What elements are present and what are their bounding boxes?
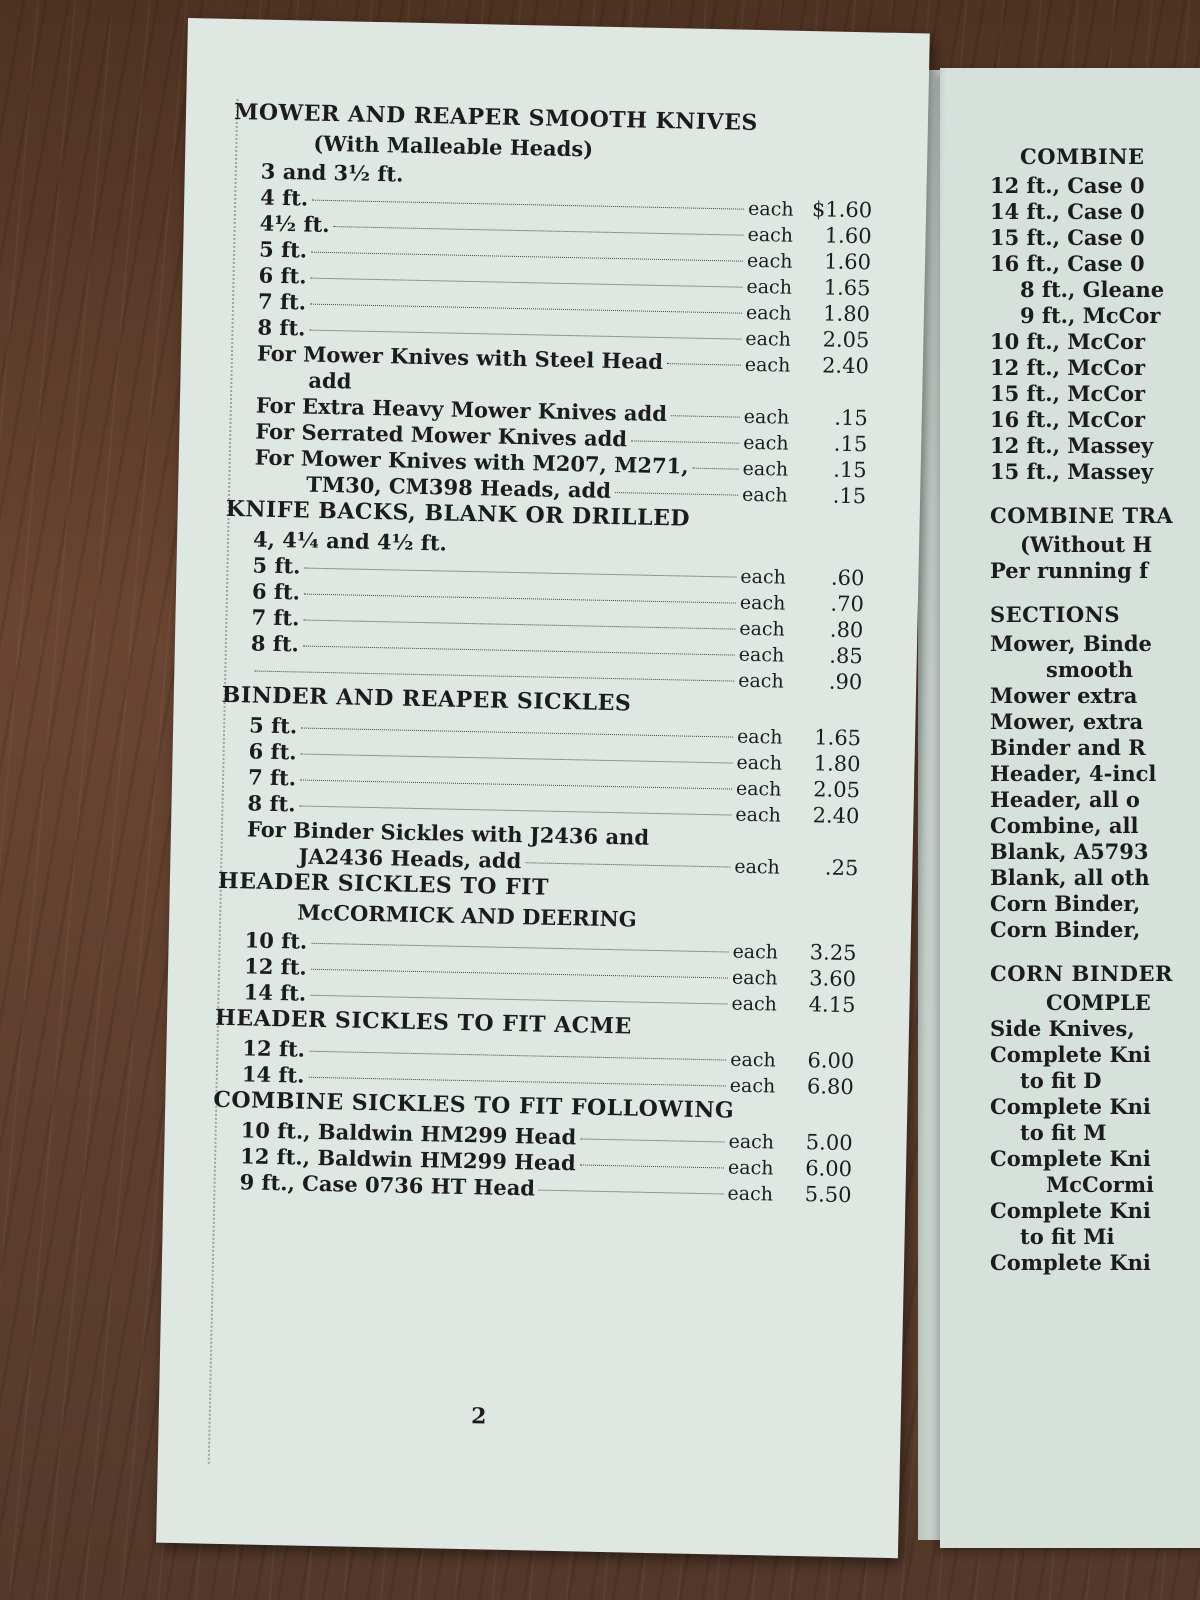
dot-leader: [355, 384, 740, 392]
price-value: $1.60: [811, 197, 873, 223]
price-value: [785, 558, 865, 560]
item-label: 4 ft.: [260, 184, 309, 211]
right-page-line: McCormi: [1046, 1172, 1155, 1197]
dot-leader: [301, 754, 733, 764]
item-label: 5 ft.: [258, 236, 308, 263]
item-label: For Extra Heavy Mower Knives add: [255, 392, 668, 427]
right-page-line: 15 ft., Case 0: [990, 225, 1145, 250]
dot-leader: [309, 330, 741, 340]
section-title: KNIFE BACKS, BLANK OR DRILLED: [225, 495, 691, 532]
unit-label: each: [743, 405, 790, 429]
right-page-line: Per running f: [990, 558, 1149, 583]
item-label: 12 ft.: [243, 953, 308, 980]
price-value: 3.25: [809, 940, 857, 966]
unit-label: each: [736, 725, 783, 749]
left-page: [156, 18, 930, 1558]
right-section-title: CORN BINDER: [990, 961, 1173, 986]
price-value: 5.00: [805, 1130, 853, 1156]
right-page-line: Corn Binder,: [990, 917, 1141, 942]
price-value: .25: [824, 855, 859, 881]
right-page-line: 10 ft., McCor: [990, 329, 1146, 354]
right-page-line: Mower, Binde: [990, 631, 1152, 656]
item-label: 6 ft.: [251, 578, 301, 605]
section-title: HEADER SICKLES TO FIT ACME: [214, 1004, 633, 1040]
price-value: 2.05: [812, 777, 861, 803]
item-label: 4½ ft.: [259, 210, 330, 238]
right-page: [940, 68, 1200, 1548]
right-page-line: Complete Kni: [990, 1250, 1151, 1275]
right-section-title: SECTIONS: [990, 602, 1120, 627]
price-section: [222, 496, 866, 695]
price-value: 6.00: [805, 1156, 853, 1182]
dot-leader: [303, 620, 735, 630]
price-section: [218, 682, 862, 881]
item-label: TM30, CM398 Heads, add: [306, 471, 612, 503]
dot-leader: [653, 840, 731, 842]
dot-leader: [254, 671, 734, 682]
dot-leader: [311, 969, 728, 979]
section-title: MOWER AND REAPER SMOOTH KNIVES: [233, 98, 759, 136]
dot-leader: [304, 594, 736, 604]
price-value: 3.60: [809, 966, 857, 992]
unit-label: each: [731, 992, 778, 1016]
price-value: 6.00: [807, 1048, 855, 1074]
unit-label: each: [727, 1156, 774, 1180]
item-label: 8 ft.: [257, 314, 306, 341]
unit-label: [749, 189, 793, 190]
right-page-line: 15 ft., McCor: [990, 381, 1146, 406]
section-title: HEADER SICKLES TO FIT: [217, 867, 550, 901]
price-section: [226, 99, 874, 509]
unit-label: each: [742, 431, 789, 455]
right-page-line: Complete Kni: [990, 1146, 1151, 1171]
unit-label: each: [729, 1074, 776, 1098]
dot-leader: [539, 1190, 724, 1195]
price-value: .15: [834, 405, 869, 431]
item-label: 14 ft.: [243, 979, 307, 1006]
dot-leader: [299, 806, 731, 816]
unit-label: each: [739, 617, 786, 641]
unit-label: each: [746, 275, 793, 299]
item-label: 14 ft.: [241, 1061, 305, 1088]
unit-label: each: [747, 197, 794, 221]
price-value: 1.80: [813, 751, 861, 777]
item-label: 6 ft.: [258, 262, 307, 289]
dot-leader: [671, 415, 740, 417]
unit-label: each: [747, 223, 794, 247]
right-page-line: Complete Kni: [990, 1198, 1151, 1223]
unit-label: each: [746, 249, 793, 273]
right-page-line: Header, 4-incl: [990, 761, 1157, 786]
price-value: .70: [830, 591, 865, 617]
item-label: For Serrated Mower Knives add: [255, 418, 628, 452]
price-value: 1.60: [824, 249, 872, 275]
right-page-line: Complete Kni: [990, 1042, 1151, 1067]
price-value: [779, 848, 859, 850]
item-label: add: [308, 367, 352, 394]
item-label: 9 ft., Case 0736 HT Head: [239, 1169, 536, 1201]
price-value: .15: [833, 457, 867, 483]
price-section: [211, 1087, 853, 1208]
section-subtitle: (With Malleable Heads): [313, 130, 594, 162]
dot-leader: [667, 363, 741, 366]
item-label: 8 ft.: [250, 630, 300, 657]
item-label: 5 ft.: [248, 712, 298, 739]
dot-leader: [312, 200, 744, 210]
item-label: 7 ft.: [251, 604, 300, 631]
dot-leader: [407, 177, 744, 184]
item-label: 7 ft.: [257, 288, 307, 315]
right-page-line: Header, all o: [990, 787, 1140, 812]
dot-leader: [300, 780, 732, 790]
dot-leader: [309, 1051, 726, 1061]
price-section: [214, 1005, 856, 1100]
right-page-line: Side Knives,: [990, 1016, 1135, 1041]
item-label: 5 ft.: [252, 552, 301, 579]
unit-label: each: [736, 751, 783, 775]
section-subtitle: McCORMICK AND DEERING: [297, 899, 637, 932]
right-page-line: Blank, all oth: [990, 865, 1150, 890]
dot-leader: [304, 568, 736, 578]
unit-label: each: [738, 669, 784, 693]
item-label: 4, 4¼ and 4½ ft.: [252, 526, 448, 556]
unit-label: [741, 557, 785, 558]
right-page-line: Complete Kni: [990, 1094, 1151, 1119]
price-value: 1.60: [824, 223, 872, 249]
right-section-title: COMBINE: [1020, 144, 1145, 169]
unit-label: each: [735, 803, 782, 827]
right-page-line: 16 ft., Case 0: [990, 251, 1145, 276]
unit-label: each: [734, 855, 781, 879]
dot-leader: [310, 995, 727, 1005]
right-page-line: 12 ft., Massey: [990, 433, 1154, 458]
unit-label: each: [741, 483, 788, 507]
right-page-line: to fit M: [1020, 1120, 1107, 1145]
right-page-line: smooth: [1046, 657, 1134, 682]
right-page-line: Combine, all: [990, 813, 1139, 838]
price-value: .80: [829, 617, 864, 643]
dot-leader: [310, 304, 742, 314]
price-value: .90: [828, 669, 863, 695]
price-value: 1.65: [814, 725, 862, 751]
item-label: For Mower Knives with Steel Head: [256, 340, 664, 375]
dot-leader: [451, 546, 737, 552]
dot-leader: [580, 1138, 724, 1142]
right-page-line: Mower extra: [990, 683, 1138, 708]
item-label: 3 and 3½ ft.: [260, 158, 404, 187]
dot-leader: [615, 492, 738, 496]
right-page-line: 15 ft., Massey: [990, 459, 1154, 484]
price-value: 1.80: [822, 301, 871, 327]
unit-label: each: [732, 940, 779, 964]
right-page-line: COMPLE: [1046, 990, 1151, 1015]
price-value: 2.05: [822, 327, 870, 353]
dot-leader: [311, 943, 728, 953]
right-page-line: 14 ft., Case 0: [990, 199, 1145, 224]
unit-label: each: [742, 457, 789, 481]
dot-leader: [311, 278, 743, 288]
price-value: 4.15: [808, 992, 856, 1018]
price-value: 2.40: [821, 353, 870, 379]
price-value: [788, 398, 868, 400]
dot-leader: [303, 646, 735, 656]
right-page-line: 12 ft., Case 0: [990, 173, 1145, 198]
price-value: [793, 190, 873, 192]
item-label: 10 ft.: [244, 927, 308, 954]
unit-label: each: [735, 777, 782, 801]
right-page-line: Blank, A5793: [990, 839, 1149, 864]
item-label: 12 ft.: [242, 1035, 306, 1062]
dot-leader: [308, 1077, 725, 1087]
item-label: JA2436 Heads, add: [298, 843, 522, 874]
unit-label: [735, 847, 779, 848]
unit-label: each: [728, 1130, 775, 1154]
price-value: .60: [830, 565, 865, 591]
dot-leader: [631, 440, 739, 443]
right-page-line: 9 ft., McCor: [1020, 303, 1161, 328]
dot-leader: [580, 1164, 724, 1168]
item-label: For Mower Knives with M207, M271,: [254, 444, 689, 479]
item-label: 6 ft.: [248, 738, 297, 765]
unit-label: each: [730, 1048, 776, 1072]
price-value: 1.65: [823, 275, 871, 301]
right-page-line: Binder and R: [990, 735, 1146, 760]
price-value: .85: [829, 643, 864, 669]
price-value: 5.50: [804, 1182, 852, 1208]
unit-label: each: [739, 591, 786, 615]
dot-leader: [693, 468, 739, 470]
right-page-line: to fit D: [1020, 1068, 1102, 1093]
unit-label: each: [744, 353, 791, 377]
unit-label: each: [738, 643, 785, 667]
price-value: .15: [833, 431, 868, 457]
dot-leader: [334, 226, 744, 236]
section-title: BINDER AND REAPER SICKLES: [221, 681, 632, 717]
right-page-content: [990, 126, 1200, 1276]
unit-label: [744, 397, 788, 398]
item-label: 7 ft.: [247, 764, 297, 791]
unit-label: each: [740, 565, 787, 589]
page-number: 2: [470, 1403, 487, 1430]
dot-leader: [301, 728, 733, 738]
item-label: 10 ft., Baldwin HM299 Head: [240, 1117, 577, 1150]
item-label: 8 ft.: [247, 790, 296, 817]
unit-label: each: [731, 966, 778, 990]
right-page-line: 8 ft., Gleane: [1020, 277, 1165, 302]
section-title: COMBINE SICKLES TO FIT FOLLOWING: [213, 1086, 735, 1124]
price-value: .15: [832, 483, 867, 509]
unit-label: each: [727, 1182, 774, 1206]
right-section-title: COMBINE TRA: [990, 503, 1174, 528]
right-page-line: (Without H: [1020, 532, 1153, 557]
item-label: 12 ft., Baldwin HM299 Head: [239, 1143, 576, 1176]
unit-label: each: [745, 301, 792, 325]
right-page-line: to fit Mi: [1020, 1224, 1115, 1249]
dot-leader: [311, 252, 743, 262]
price-section: [215, 868, 858, 1018]
dot-leader: [525, 862, 730, 867]
right-page-line: 12 ft., McCor: [990, 355, 1146, 380]
right-page-line: Mower, extra: [990, 709, 1144, 734]
item-label: [222, 676, 250, 677]
unit-label: each: [745, 327, 792, 351]
price-value: 6.80: [806, 1074, 855, 1100]
price-value: 2.40: [812, 803, 860, 829]
left-page-content: [211, 99, 874, 1208]
item-label: For Binder Sickles with J2436 and: [246, 816, 650, 850]
right-page-line: Corn Binder,: [990, 891, 1141, 916]
right-page-line: 16 ft., McCor: [990, 407, 1146, 432]
